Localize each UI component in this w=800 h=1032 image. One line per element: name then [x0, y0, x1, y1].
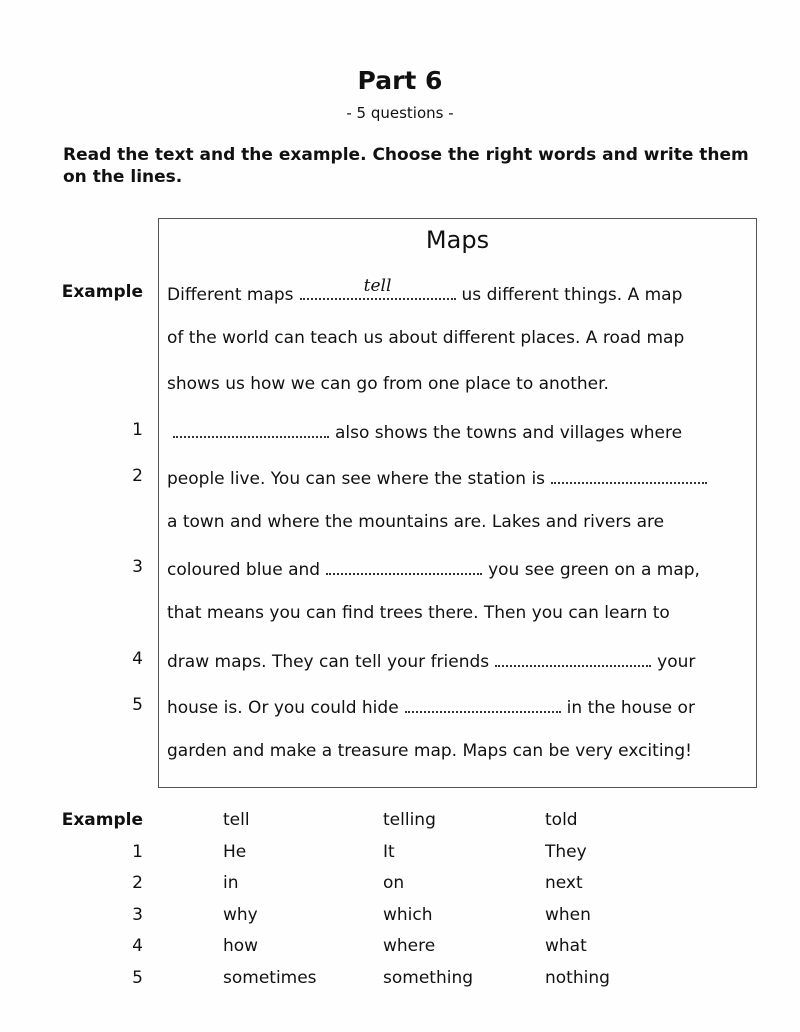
- option-choice[interactable]: telling: [383, 810, 436, 830]
- question-number: Example: [61, 282, 143, 302]
- text-title: Maps: [425, 226, 490, 254]
- option-choice[interactable]: when: [545, 904, 591, 925]
- option-row: [0, 966, 800, 990]
- text-line: [0, 739, 800, 763]
- option-choice[interactable]: where: [383, 936, 436, 957]
- option-row: [0, 903, 800, 927]
- text-line: [0, 601, 800, 625]
- instructions: Read the text and the example. Choose the right words and write them on the lines.: [63, 145, 749, 187]
- option-choice[interactable]: on: [383, 873, 405, 894]
- option-choice[interactable]: how: [223, 936, 259, 957]
- text-line: [0, 418, 800, 442]
- text-segment: also shows the towns and villages where: [335, 422, 683, 443]
- text-segment: you see green on a map,: [488, 560, 700, 581]
- question-number: 3: [132, 557, 143, 578]
- text-line: [0, 555, 800, 579]
- option-number: 5: [132, 968, 143, 988]
- question-number: 5: [132, 695, 143, 716]
- option-choice[interactable]: He: [223, 841, 247, 862]
- option-choice[interactable]: which: [383, 904, 433, 925]
- line-text: [167, 372, 609, 396]
- line-text: [167, 326, 684, 350]
- text-segment: a town and where the mountains are. Lakes and rivers are: [167, 511, 665, 532]
- text-segment: coloured blue and: [167, 560, 321, 581]
- text-segment: house is. Or you could hide: [167, 698, 399, 719]
- text-line: [0, 276, 800, 305]
- option-choice[interactable]: tell: [223, 810, 250, 830]
- line-text: [167, 647, 695, 674]
- line-text: [167, 693, 695, 720]
- option-choice[interactable]: something: [383, 968, 474, 988]
- option-choice[interactable]: in: [223, 873, 239, 894]
- question-number: 2: [132, 465, 143, 486]
- answer-blank[interactable]: [326, 555, 482, 575]
- text-line: [0, 510, 800, 534]
- text-line: [0, 693, 800, 717]
- option-number: 3: [132, 904, 143, 925]
- handwritten-answer: tell: [363, 276, 392, 296]
- option-choice[interactable]: what: [545, 936, 587, 957]
- line-text: [167, 601, 670, 625]
- line-text: [167, 555, 700, 582]
- option-number: 4: [132, 936, 143, 957]
- option-row: [0, 808, 800, 832]
- text-segment: Different maps: [167, 285, 294, 305]
- option-choice[interactable]: It: [383, 841, 395, 862]
- line-text: [167, 418, 682, 445]
- text-segment: of the world can teach us about different places. A road map: [167, 327, 685, 348]
- option-choice[interactable]: told: [545, 810, 578, 830]
- option-row: [0, 840, 800, 864]
- text-line: [0, 464, 800, 488]
- text-line: [0, 647, 800, 671]
- answer-blank[interactable]: [551, 464, 707, 484]
- line-text: [167, 510, 664, 534]
- option-choice[interactable]: sometimes: [223, 968, 317, 988]
- line-text: [167, 464, 713, 491]
- line-text: [167, 739, 692, 763]
- option-choice[interactable]: why: [223, 904, 258, 925]
- question-count: - 5 questions -: [346, 104, 454, 122]
- text-segment: shows us how we can go from one place to another.: [167, 373, 609, 394]
- option-choice[interactable]: They: [545, 841, 587, 862]
- text-segment: your: [657, 652, 696, 673]
- option-row: [0, 871, 800, 895]
- text-segment: that means you can find trees there. Then you can learn to: [167, 603, 670, 624]
- question-number: 4: [132, 649, 143, 670]
- answer-blank[interactable]: [173, 418, 329, 438]
- text-segment: people live. You can see where the station is: [167, 468, 546, 489]
- line-text: [167, 276, 683, 307]
- option-row: [0, 934, 800, 958]
- text-segment: us different things. A map: [461, 285, 683, 305]
- text-segment: in the house or: [566, 698, 695, 719]
- option-number: 2: [132, 873, 143, 894]
- option-choice[interactable]: next: [545, 873, 583, 894]
- option-number: Example: [61, 810, 143, 830]
- option-choice[interactable]: nothing: [545, 968, 610, 988]
- question-number: 1: [132, 419, 143, 440]
- text-line: [0, 372, 800, 396]
- text-segment: draw maps. They can tell your friends: [167, 652, 490, 673]
- answer-blank[interactable]: [495, 647, 651, 667]
- part-title: Part 6: [357, 66, 443, 95]
- answer-blank[interactable]: [405, 693, 561, 713]
- option-number: 1: [132, 841, 143, 862]
- text-line: [0, 326, 800, 350]
- answer-blank: [300, 276, 456, 300]
- text-segment: garden and make a treasure map. Maps can be very exciting!: [167, 741, 692, 761]
